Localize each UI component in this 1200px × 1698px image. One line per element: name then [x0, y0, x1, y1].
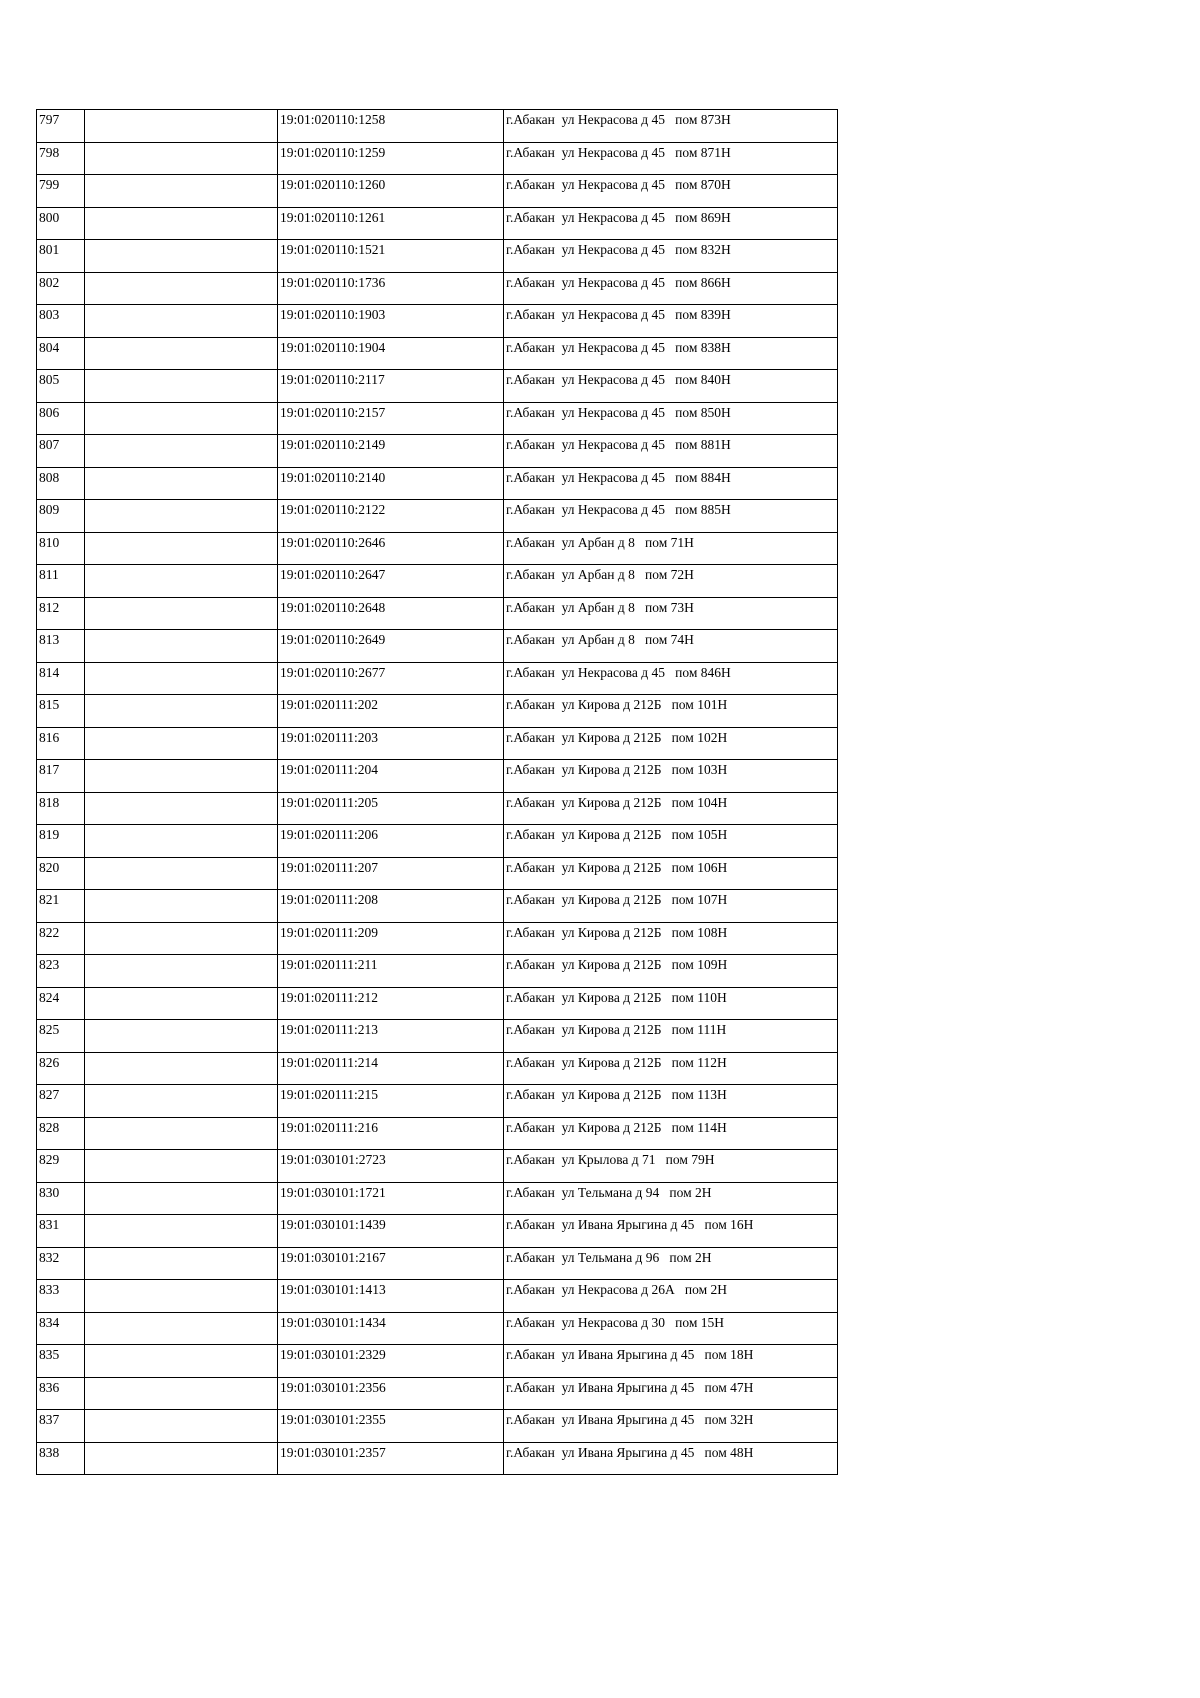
cadastral-number-cell: 19:01:030101:1413 — [278, 1280, 504, 1313]
row-number-cell: 806 — [37, 402, 85, 435]
empty-cell — [85, 110, 278, 143]
cadastral-number-cell: 19:01:030101:2355 — [278, 1410, 504, 1443]
address-cell: г.Абакан ул Кирова д 212Б пом 104Н — [504, 792, 838, 825]
row-number-cell: 833 — [37, 1280, 85, 1313]
table-row — [37, 1085, 838, 1118]
row-number-cell: 808 — [37, 467, 85, 500]
address-cell: г.Абакан ул Некрасова д 45 пом 881Н — [504, 435, 838, 468]
cadastral-number-cell: 19:01:020110:2677 — [278, 662, 504, 695]
row-number-cell: 826 — [37, 1052, 85, 1085]
address-cell: г.Абакан ул Кирова д 212Б пом 108Н — [504, 922, 838, 955]
empty-cell — [85, 1085, 278, 1118]
address-cell: г.Абакан ул Ивана Ярыгина д 45 пом 18Н — [504, 1345, 838, 1378]
address-cell: г.Абакан ул Кирова д 212Б пом 110Н — [504, 987, 838, 1020]
address-cell: г.Абакан ул Некрасова д 45 пом 840Н — [504, 370, 838, 403]
cadastral-number-cell: 19:01:020111:216 — [278, 1117, 504, 1150]
cadastral-number-cell: 19:01:020111:209 — [278, 922, 504, 955]
empty-cell — [85, 662, 278, 695]
table-row — [37, 305, 838, 338]
empty-cell — [85, 1020, 278, 1053]
row-number-cell: 821 — [37, 890, 85, 923]
table-row — [37, 207, 838, 240]
cadastral-number-cell: 19:01:020111:203 — [278, 727, 504, 760]
cadastral-number-cell: 19:01:020111:213 — [278, 1020, 504, 1053]
table-row — [37, 142, 838, 175]
cadastral-number-cell: 19:01:020110:2649 — [278, 630, 504, 663]
cadastral-number-cell: 19:01:030101:2167 — [278, 1247, 504, 1280]
empty-cell — [85, 1312, 278, 1345]
address-cell: г.Абакан ул Некрасова д 45 пом 839Н — [504, 305, 838, 338]
empty-cell — [85, 207, 278, 240]
table-row — [37, 402, 838, 435]
address-cell: г.Абакан ул Кирова д 212Б пом 105Н — [504, 825, 838, 858]
cadastral-number-cell: 19:01:020110:2648 — [278, 597, 504, 630]
table-row — [37, 597, 838, 630]
cadastral-number-cell: 19:01:020110:1521 — [278, 240, 504, 273]
address-cell: г.Абакан ул Ивана Ярыгина д 45 пом 16Н — [504, 1215, 838, 1248]
empty-cell — [85, 532, 278, 565]
row-number-cell: 797 — [37, 110, 85, 143]
row-number-cell: 820 — [37, 857, 85, 890]
empty-cell — [85, 175, 278, 208]
table-row — [37, 1117, 838, 1150]
address-cell: г.Абакан ул Тельмана д 96 пом 2Н — [504, 1247, 838, 1280]
empty-cell — [85, 630, 278, 663]
table-row — [37, 272, 838, 305]
table-row — [37, 1280, 838, 1313]
row-number-cell: 816 — [37, 727, 85, 760]
row-number-cell: 814 — [37, 662, 85, 695]
address-cell: г.Абакан ул Некрасова д 45 пом 850Н — [504, 402, 838, 435]
cadastral-number-cell: 19:01:020111:206 — [278, 825, 504, 858]
empty-cell — [85, 597, 278, 630]
address-cell: г.Абакан ул Тельмана д 94 пом 2Н — [504, 1182, 838, 1215]
table-row — [37, 695, 838, 728]
table-row — [37, 565, 838, 598]
address-cell: г.Абакан ул Ивана Ярыгина д 45 пом 32Н — [504, 1410, 838, 1443]
address-cell: г.Абакан ул Кирова д 212Б пом 102Н — [504, 727, 838, 760]
row-number-cell: 832 — [37, 1247, 85, 1280]
address-cell: г.Абакан ул Ивана Ярыгина д 45 пом 47Н — [504, 1377, 838, 1410]
empty-cell — [85, 272, 278, 305]
empty-cell — [85, 792, 278, 825]
empty-cell — [85, 1215, 278, 1248]
row-number-cell: 809 — [37, 500, 85, 533]
table-row — [37, 1377, 838, 1410]
row-number-cell: 818 — [37, 792, 85, 825]
empty-cell — [85, 727, 278, 760]
cadastral-number-cell: 19:01:020110:2149 — [278, 435, 504, 468]
cadastral-number-cell: 19:01:020110:2122 — [278, 500, 504, 533]
row-number-cell: 829 — [37, 1150, 85, 1183]
row-number-cell: 803 — [37, 305, 85, 338]
address-cell: г.Абакан ул Некрасова д 45 пом 832Н — [504, 240, 838, 273]
cadastral-number-cell: 19:01:020110:1259 — [278, 142, 504, 175]
table-row — [37, 337, 838, 370]
empty-cell — [85, 1442, 278, 1475]
cadastral-number-cell: 19:01:030101:1434 — [278, 1312, 504, 1345]
cadastral-number-cell: 19:01:020110:2646 — [278, 532, 504, 565]
table-row — [37, 532, 838, 565]
registry-table — [36, 109, 838, 1475]
address-cell: г.Абакан ул Некрасова д 45 пом 884Н — [504, 467, 838, 500]
empty-cell — [85, 1247, 278, 1280]
empty-cell — [85, 240, 278, 273]
cadastral-number-cell: 19:01:030101:1721 — [278, 1182, 504, 1215]
address-cell: г.Абакан ул Кирова д 212Б пом 103Н — [504, 760, 838, 793]
cadastral-number-cell: 19:01:020110:1258 — [278, 110, 504, 143]
table-row — [37, 435, 838, 468]
cadastral-number-cell: 19:01:020110:1736 — [278, 272, 504, 305]
cadastral-number-cell: 19:01:020111:207 — [278, 857, 504, 890]
table-row — [37, 1442, 838, 1475]
address-cell: г.Абакан ул Некрасова д 45 пом 838Н — [504, 337, 838, 370]
row-number-cell: 819 — [37, 825, 85, 858]
table-row — [37, 467, 838, 500]
empty-cell — [85, 1280, 278, 1313]
address-cell: г.Абакан ул Кирова д 212Б пом 106Н — [504, 857, 838, 890]
table-row — [37, 110, 838, 143]
row-number-cell: 801 — [37, 240, 85, 273]
empty-cell — [85, 565, 278, 598]
empty-cell — [85, 1345, 278, 1378]
row-number-cell: 824 — [37, 987, 85, 1020]
empty-cell — [85, 922, 278, 955]
address-cell: г.Абакан ул Некрасова д 45 пом 870Н — [504, 175, 838, 208]
address-cell: г.Абакан ул Кирова д 212Б пом 109Н — [504, 955, 838, 988]
cadastral-number-cell: 19:01:020111:205 — [278, 792, 504, 825]
row-number-cell: 831 — [37, 1215, 85, 1248]
row-number-cell: 800 — [37, 207, 85, 240]
address-cell: г.Абакан ул Кирова д 212Б пом 101Н — [504, 695, 838, 728]
cadastral-number-cell: 19:01:020110:2117 — [278, 370, 504, 403]
address-cell: г.Абакан ул Некрасова д 45 пом 846Н — [504, 662, 838, 695]
empty-cell — [85, 305, 278, 338]
empty-cell — [85, 760, 278, 793]
table-row — [37, 1020, 838, 1053]
row-number-cell: 815 — [37, 695, 85, 728]
empty-cell — [85, 857, 278, 890]
cadastral-number-cell: 19:01:020110:1261 — [278, 207, 504, 240]
empty-cell — [85, 370, 278, 403]
table-row — [37, 1247, 838, 1280]
row-number-cell: 835 — [37, 1345, 85, 1378]
cadastral-number-cell: 19:01:030101:2329 — [278, 1345, 504, 1378]
table-row — [37, 1182, 838, 1215]
table-row — [37, 240, 838, 273]
cadastral-number-cell: 19:01:030101:2723 — [278, 1150, 504, 1183]
cadastral-number-cell: 19:01:020111:215 — [278, 1085, 504, 1118]
address-cell: г.Абакан ул Некрасова д 45 пом 866Н — [504, 272, 838, 305]
row-number-cell: 837 — [37, 1410, 85, 1443]
row-number-cell: 834 — [37, 1312, 85, 1345]
empty-cell — [85, 435, 278, 468]
cadastral-number-cell: 19:01:020110:1903 — [278, 305, 504, 338]
empty-cell — [85, 1410, 278, 1443]
row-number-cell: 810 — [37, 532, 85, 565]
table-row — [37, 1312, 838, 1345]
table-row — [37, 922, 838, 955]
empty-cell — [85, 1117, 278, 1150]
cadastral-number-cell: 19:01:020111:211 — [278, 955, 504, 988]
row-number-cell: 798 — [37, 142, 85, 175]
row-number-cell: 828 — [37, 1117, 85, 1150]
address-cell: г.Абакан ул Некрасова д 45 пом 885Н — [504, 500, 838, 533]
table-row — [37, 792, 838, 825]
table-row — [37, 955, 838, 988]
row-number-cell: 812 — [37, 597, 85, 630]
address-cell: г.Абакан ул Ивана Ярыгина д 45 пом 48Н — [504, 1442, 838, 1475]
row-number-cell: 804 — [37, 337, 85, 370]
table-row — [37, 370, 838, 403]
cadastral-number-cell: 19:01:020110:1260 — [278, 175, 504, 208]
row-number-cell: 830 — [37, 1182, 85, 1215]
table-row — [37, 500, 838, 533]
empty-cell — [85, 1377, 278, 1410]
table-row — [37, 1215, 838, 1248]
table-row — [37, 727, 838, 760]
cadastral-number-cell: 19:01:020111:212 — [278, 987, 504, 1020]
empty-cell — [85, 987, 278, 1020]
row-number-cell: 805 — [37, 370, 85, 403]
cadastral-number-cell: 19:01:030101:2356 — [278, 1377, 504, 1410]
cadastral-number-cell: 19:01:020111:204 — [278, 760, 504, 793]
row-number-cell: 838 — [37, 1442, 85, 1475]
row-number-cell: 836 — [37, 1377, 85, 1410]
row-number-cell: 827 — [37, 1085, 85, 1118]
table-row — [37, 890, 838, 923]
address-cell: г.Абакан ул Некрасова д 45 пом 871Н — [504, 142, 838, 175]
address-cell: г.Абакан ул Кирова д 212Б пом 112Н — [504, 1052, 838, 1085]
cadastral-number-cell: 19:01:030101:1439 — [278, 1215, 504, 1248]
table-row — [37, 630, 838, 663]
empty-cell — [85, 402, 278, 435]
row-number-cell: 825 — [37, 1020, 85, 1053]
table-row — [37, 987, 838, 1020]
row-number-cell: 813 — [37, 630, 85, 663]
row-number-cell: 817 — [37, 760, 85, 793]
address-cell: г.Абакан ул Крылова д 71 пом 79Н — [504, 1150, 838, 1183]
cadastral-number-cell: 19:01:020111:214 — [278, 1052, 504, 1085]
table-row — [37, 857, 838, 890]
table-row — [37, 175, 838, 208]
table-row — [37, 760, 838, 793]
address-cell: г.Абакан ул Кирова д 212Б пом 111Н — [504, 1020, 838, 1053]
address-cell: г.Абакан ул Некрасова д 45 пом 869Н — [504, 207, 838, 240]
table-row — [37, 825, 838, 858]
address-cell: г.Абакан ул Арбан д 8 пом 72Н — [504, 565, 838, 598]
empty-cell — [85, 467, 278, 500]
empty-cell — [85, 500, 278, 533]
registry-table-body — [37, 110, 838, 1475]
row-number-cell: 799 — [37, 175, 85, 208]
table-row — [37, 1410, 838, 1443]
empty-cell — [85, 337, 278, 370]
table-row — [37, 1052, 838, 1085]
address-cell: г.Абакан ул Некрасова д 45 пом 873Н — [504, 110, 838, 143]
cadastral-number-cell: 19:01:020111:202 — [278, 695, 504, 728]
address-cell: г.Абакан ул Арбан д 8 пом 73Н — [504, 597, 838, 630]
empty-cell — [85, 955, 278, 988]
table-row — [37, 1150, 838, 1183]
address-cell: г.Абакан ул Некрасова д 26А пом 2Н — [504, 1280, 838, 1313]
table-row — [37, 662, 838, 695]
empty-cell — [85, 1182, 278, 1215]
row-number-cell: 807 — [37, 435, 85, 468]
empty-cell — [85, 890, 278, 923]
table-row — [37, 1345, 838, 1378]
address-cell: г.Абакан ул Арбан д 8 пом 71Н — [504, 532, 838, 565]
address-cell: г.Абакан ул Некрасова д 30 пом 15Н — [504, 1312, 838, 1345]
address-cell: г.Абакан ул Арбан д 8 пом 74Н — [504, 630, 838, 663]
address-cell: г.Абакан ул Кирова д 212Б пом 107Н — [504, 890, 838, 923]
empty-cell — [85, 825, 278, 858]
cadastral-number-cell: 19:01:020110:2140 — [278, 467, 504, 500]
empty-cell — [85, 1052, 278, 1085]
address-cell: г.Абакан ул Кирова д 212Б пом 114Н — [504, 1117, 838, 1150]
empty-cell — [85, 142, 278, 175]
row-number-cell: 822 — [37, 922, 85, 955]
row-number-cell: 811 — [37, 565, 85, 598]
cadastral-number-cell: 19:01:020110:2647 — [278, 565, 504, 598]
address-cell: г.Абакан ул Кирова д 212Б пом 113Н — [504, 1085, 838, 1118]
cadastral-number-cell: 19:01:030101:2357 — [278, 1442, 504, 1475]
row-number-cell: 802 — [37, 272, 85, 305]
row-number-cell: 823 — [37, 955, 85, 988]
cadastral-number-cell: 19:01:020111:208 — [278, 890, 504, 923]
cadastral-number-cell: 19:01:020110:1904 — [278, 337, 504, 370]
cadastral-number-cell: 19:01:020110:2157 — [278, 402, 504, 435]
empty-cell — [85, 695, 278, 728]
empty-cell — [85, 1150, 278, 1183]
